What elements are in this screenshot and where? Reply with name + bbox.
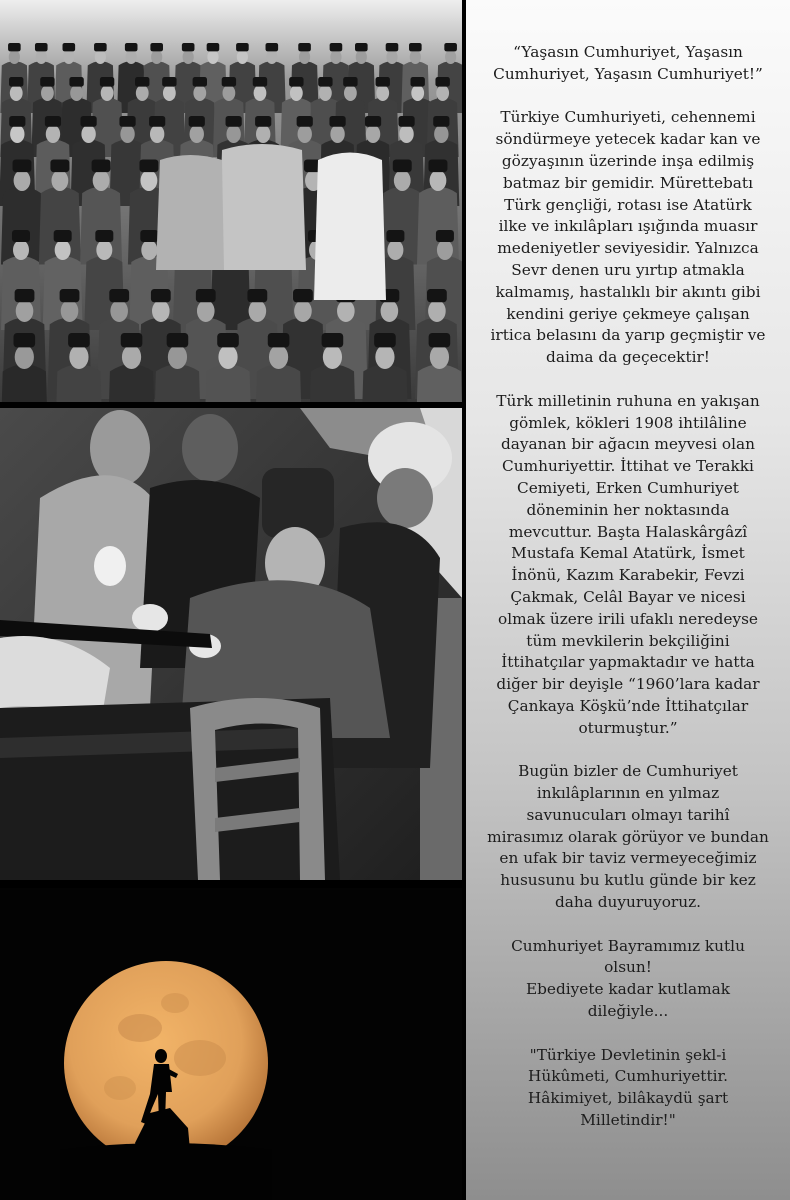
text-line: gözyaşının üzerinde inşa edilmiş [501,151,755,170]
text-line: mirasımız olarak görüyor ve bundan [487,827,769,846]
text-paragraph [478,42,778,86]
text-line: irtica belasını da yarıp geçmiştir ve [490,326,766,345]
text-line: inkılâplarının en yılmaz [536,784,720,803]
text-line: Çakmak, Celâl Bayar ve nicesi [510,587,746,606]
text-line: dileğiyle... [587,1002,669,1021]
text-paragraph [478,107,778,369]
text-line: daima da geçecektir! [546,348,710,367]
text-line: İttihatçılar yapmaktadır ve hatta [501,653,755,672]
text-line: Türkiye Cumhuriyeti, cehennemi [500,108,756,127]
text-line: Bugün bizler de Cumhuriyet [518,762,738,781]
text-line: tüm mevkilerin bekçiliğini [526,631,730,650]
text-line: daha duyuruyoruz. [555,893,701,912]
text-line: “Yaşasın Cumhuriyet, Yaşasın [513,43,743,61]
text-paragraph [478,1045,778,1132]
text-line: Çankaya Köşkü’nde İttihatçılar [507,696,749,715]
text-line: Cumhuriyet, Yaşasın Cumhuriyet!” [493,64,763,83]
text-line: gömlek, kökleri 1908 ihtilâline [509,413,747,432]
text-line: "Türkiye Devletinin şekl-i [529,1045,727,1064]
text-line: diğer bir deyişle “1960’lara kadar [496,675,760,694]
text-line: hususunu bu kutlu günde bir kez [500,871,756,890]
text-line: Mustafa Kemal Atatürk, İsmet [511,544,745,563]
moon-silhouette-image [0,888,462,1200]
text-line: mevcuttur. Başta Halaskârgâzî [508,522,748,541]
text-line: olmak üzere irili ufaklı neredeyse [497,609,758,628]
text-line: Hâkimiyet, bilâkaydü şart [527,1089,729,1108]
text-line: oturmuştur.” [578,718,678,737]
text-line: dayanan bir ağacın meyvesi olan [501,435,755,454]
text-line: döneminin her noktasında [526,500,730,519]
text-line: Sevr denen uru yırtıp atmakla [511,260,745,279]
text-line: Ebediyete kadar kutlamak [525,980,731,999]
text-line: ilke ve inkılâpları ışığında muasır [498,217,758,236]
text-line: Milletindir!" [580,1111,676,1130]
text-line: Cumhuriyet Bayramımız kutlu [511,936,745,955]
text-line: söndürmeye yetecek kadar kan ve [495,130,761,149]
text-line: İnönü, Kazım Karabekir, Fevzi [511,566,745,585]
text-line: Cemiyeti, Erken Cumhuriyet [517,478,739,497]
text-line: kendini geriye çekmeye çalışan [506,304,750,323]
moon-silhouette-photo [0,888,462,1200]
text-paragraph [478,761,778,914]
text-line: Türk gençliği, rotası ise Atatürk [504,195,752,214]
text-paragraph [478,391,778,740]
text-line: olsun! [604,958,652,977]
text-line: batmaz bir gemidir. Mürettebatı [503,173,753,192]
officers-group-image [0,0,462,402]
text-line: kalmamış, hastalıklı bir akıntı gibi [495,282,761,301]
text-line: Türk milletinin ruhuna en yakışan [496,391,760,410]
text-paragraph [478,936,778,1023]
text-line: medeniyetler seviyesidir. Yalnızca [497,239,759,258]
rifle-table-photo [0,408,462,880]
text-panel [466,0,790,1200]
text-line: en ufak bir taviz vermeyeceğimiz [499,849,757,868]
rifle-table-image [0,408,462,880]
text-line: Hükûmeti, Cumhuriyettir. [528,1067,728,1086]
text-line: savunucuları olmayı tarihî [526,805,730,824]
text-line: Cumhuriyettir. İttihat ve Terakki [502,457,754,476]
officers-group-photo [0,0,462,402]
